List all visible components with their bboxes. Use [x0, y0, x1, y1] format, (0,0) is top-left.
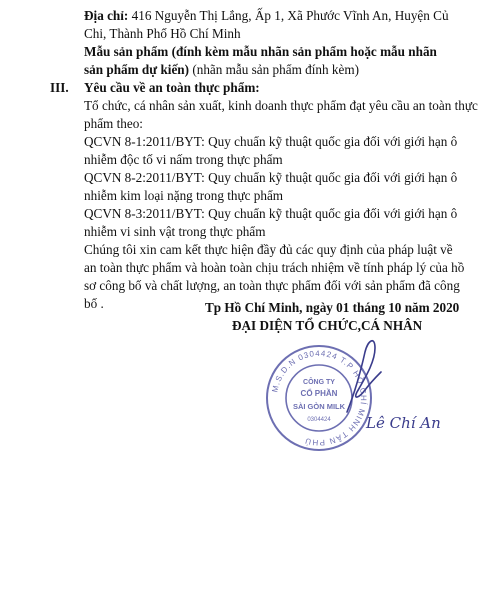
seal-ring-text: M.S.D.N 0304424 T.P HỒ CHÍ MINH TÂN PHÚ [270, 348, 369, 448]
signer-name: Lê Chí An [366, 414, 441, 432]
signature-stroke [335, 332, 395, 422]
standard-2-line-2: nhiễm kim loại nặng trong thực phẩm [84, 188, 284, 203]
section-intro-1: Tổ chức, cá nhân sản xuất, kinh doanh thực phẩm đạt yêu cầu an toàn thực [84, 98, 478, 113]
commitment-line-2: an toàn thực phẩm và hoàn toàn chịu trách nhiệm về tính pháp lý của hồ [84, 260, 465, 275]
commitment-line-3: sơ công bố và chất lượng, an toàn thực phẩm đối với sản phẩm đã công [84, 278, 460, 293]
standard-1-line-1: QCVN 8-1:2011/BYT: Quy chuẩn kỹ thuật quốc gia đối với giới hạn ô [84, 134, 458, 149]
standard-1-line-2: nhiễm độc tố vi nấm trong thực phẩm [84, 152, 283, 167]
address-line-2: Chi, Thành Phố Hồ Chí Minh [84, 26, 241, 41]
commitment-line-4: bố . [84, 296, 104, 311]
section-heading: Yêu cầu về an toàn thực phẩm: [84, 80, 260, 95]
seal-text-1: CÔNG TY [303, 379, 335, 386]
section-intro-2: phẩm theo: [84, 116, 143, 131]
date-line: Tp Hồ Chí Minh, ngày 01 tháng 10 năm 2020 [205, 300, 460, 315]
address-value-1: 416 Nguyễn Thị Lắng, Ấp 1, Xã Phước Vĩnh An, Huyện Củ [131, 8, 449, 23]
standard-3-line-1: QCVN 8-3:2011/BYT: Quy chuẩn kỹ thuật quốc gia đối với giới hạn ô [84, 206, 458, 221]
representative-title: ĐẠI DIỆN TỔ CHỨC,CÁ NHÂN [232, 318, 423, 333]
seal-number: 0304424 [307, 417, 331, 423]
commitment-line-1: Chúng tôi xin cam kết thực hiện đầy đủ các quy định của pháp luật về [84, 242, 453, 257]
standard-2-line-1: QCVN 8-2:2011/BYT: Quy chuẩn kỹ thuật quốc gia đối với giới hạn ô [84, 170, 458, 185]
standard-3-line-2: nhiễm vi sinh vật trong thực phẩm [84, 224, 266, 239]
sample-bold: sản phẩm dự kiến) [84, 62, 190, 77]
sample-note: (nhãn mẫu sản phẩm đính kèm) [192, 62, 359, 77]
section-number: III. [50, 80, 69, 95]
sample-line-1: Mẫu sản phẩm (đính kèm mẫu nhãn sản phẩm hoặc mẫu nhãn [84, 44, 437, 59]
address-line-1 [84, 8, 449, 24]
sample-line-2 [84, 62, 359, 78]
address-label: Địa chỉ: [84, 8, 129, 23]
seal-text-3: SÀI GÒN MILK [292, 402, 346, 411]
seal-text-2: CỔ PHẦN [300, 389, 338, 398]
